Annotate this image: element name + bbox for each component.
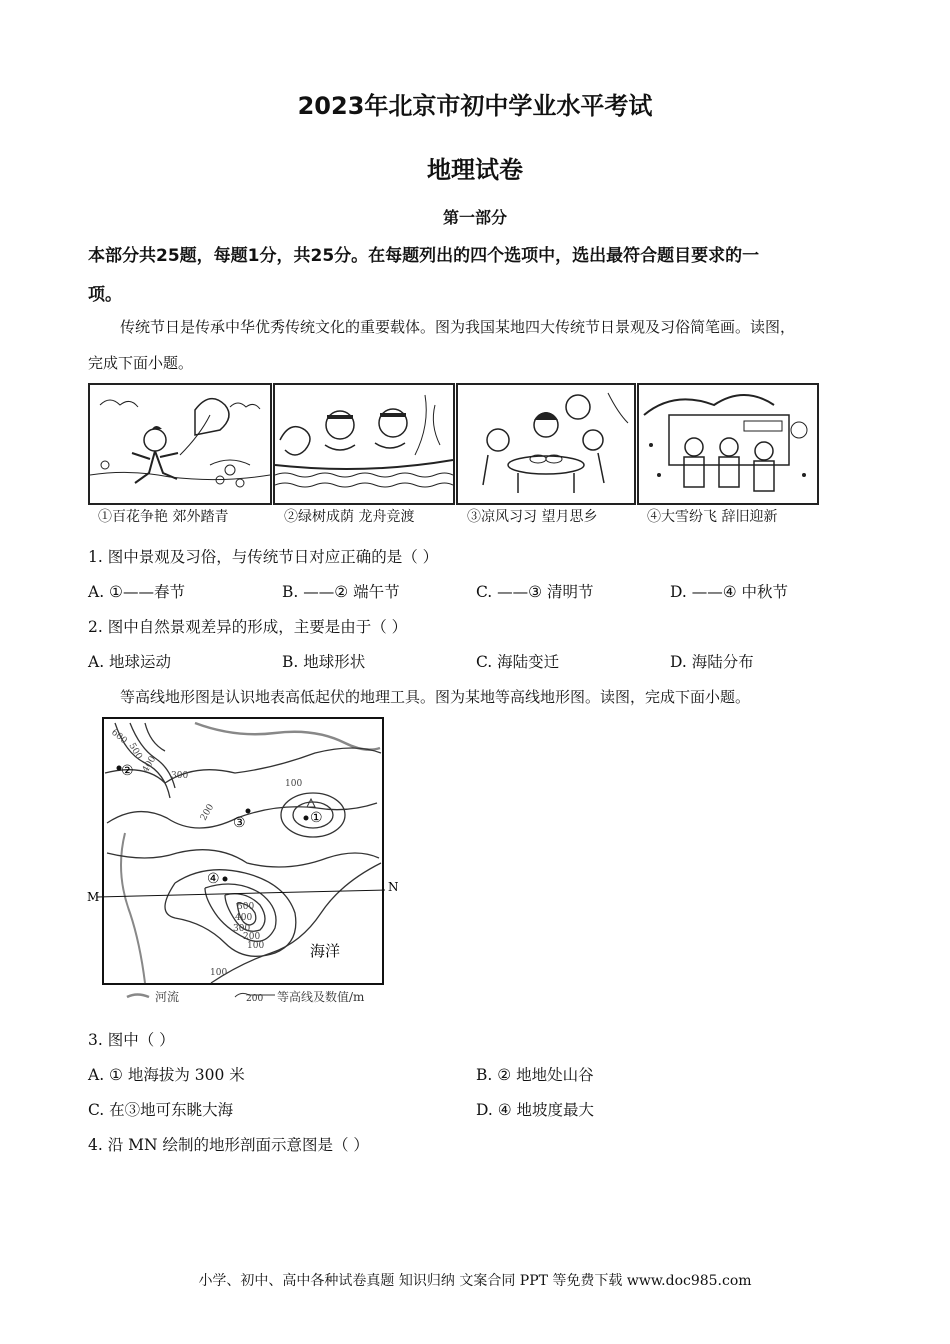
contour-label-200b: 200 — [243, 932, 261, 942]
contour-label-200: 200 — [198, 802, 217, 823]
q1-stem: 1. 图中景观及习俗，与传统节日对应正确的是（ ） — [88, 548, 439, 566]
contour-label-300: 300 — [171, 771, 189, 781]
contour-label-400: 400 — [140, 754, 159, 775]
q3-option-b[interactable]: B. ② 地地处山谷 — [476, 1066, 594, 1084]
snow-new-year-scene-icon — [639, 385, 817, 503]
passage1-line2: 完成下面小题。 — [88, 354, 194, 372]
contour-label-500: 500 — [126, 741, 144, 762]
q1-option-c[interactable]: C. ——③ 清明节 — [476, 583, 594, 601]
contour-label-100c: 100 — [210, 968, 228, 978]
festival-caption-2: ②绿树成荫 龙舟竞渡 — [284, 509, 415, 525]
moon-gazing-scene-icon — [458, 385, 634, 503]
festival-caption-1: ①百花争艳 郊外踏青 — [98, 509, 229, 525]
legend-river-symbol — [127, 995, 149, 998]
contour-label-100b: 100 — [247, 941, 265, 951]
passage1-line1: 传统节日是传承中华优秀传统文化的重要载体。图为我国某地四大传统节日景观及习俗简笔画。读图， — [120, 318, 796, 336]
legend-river: 河流 — [155, 990, 180, 1004]
instructions-line1: 本部分共25题，每题1分，共25分。在每题列出的四个选项中，选出最符合题目要求的一 — [88, 246, 760, 266]
contour-label-400b: 400 — [235, 913, 253, 923]
legend-contour-sample: 200 — [246, 994, 264, 1004]
contour-map — [85, 713, 405, 1013]
q2-option-b[interactable]: B. 地球形状 — [282, 653, 366, 671]
river-line — [195, 723, 380, 750]
festival-panel-summer — [273, 383, 455, 505]
q2-option-a[interactable]: A. 地球运动 — [88, 653, 172, 671]
q1-option-b[interactable]: B. ——② 端午节 — [282, 583, 400, 601]
river-line — [121, 833, 145, 983]
subject-title: 地理试卷 — [427, 156, 523, 184]
contour-label-600: 600 — [109, 727, 129, 747]
q1-option-d[interactable]: D. ——④ 中秋节 — [670, 583, 789, 601]
map-label-ocean: 海洋 — [310, 942, 341, 960]
contour-label-100: 100 — [285, 779, 303, 789]
map-point-4: ④ — [207, 871, 220, 887]
contour-label-300b: 300 — [233, 924, 251, 934]
festival-panel-spring — [88, 383, 272, 505]
festival-caption-3: ③凉风习习 望月思乡 — [467, 509, 598, 525]
map-point-2: ② — [121, 763, 134, 779]
q3-option-d[interactable]: D. ④ 地坡度最大 — [476, 1101, 595, 1119]
legend-contour: 等高线及数值/m — [277, 990, 365, 1004]
map-label-n: N — [388, 880, 399, 894]
q4-stem: 4. 沿 MN 绘制的地形剖面示意图是（ ） — [88, 1136, 369, 1154]
q2-option-c[interactable]: C. 海陆变迁 — [476, 653, 560, 671]
map-label-m: M — [87, 890, 100, 904]
page-footer: 小学、初中、高中各种试卷真题 知识归纳 文案合同 PPT 等免费下载 www.doc985.com — [198, 1273, 752, 1289]
q1-option-a[interactable]: A. ①——春节 — [88, 583, 185, 601]
festival-caption-4: ④大雪纷飞 辞旧迎新 — [647, 509, 778, 525]
passage2-line1: 等高线地形图是认识地表高低起伏的地理工具。图为某地等高线地形图。读图，完成下面小题。 — [120, 688, 751, 706]
map-point-1: ① — [310, 810, 323, 826]
q2-option-d[interactable]: D. 海陆分布 — [670, 653, 754, 671]
q3-option-a[interactable]: A. ① 地海拔为 300 米 — [88, 1066, 245, 1084]
q3-stem: 3. 图中（ ） — [88, 1031, 175, 1049]
q3-option-c[interactable]: C. 在③地可东眺大海 — [88, 1101, 234, 1119]
q2-stem: 2. 图中自然景观差异的形成，主要是由于（ ） — [88, 618, 408, 636]
map-point-3: ③ — [233, 815, 246, 831]
kite-spring-scene-icon — [90, 385, 270, 503]
dragon-boat-scene-icon — [275, 385, 453, 503]
instructions-line2: 项。 — [88, 285, 122, 305]
festival-panel-winter — [637, 383, 819, 505]
contour-label-500b: 500 — [237, 902, 255, 912]
part-title: 第一部分 — [442, 208, 507, 227]
exam-title: 2023年北京市初中学业水平考试 — [297, 92, 653, 120]
festival-panel-autumn — [456, 383, 636, 505]
